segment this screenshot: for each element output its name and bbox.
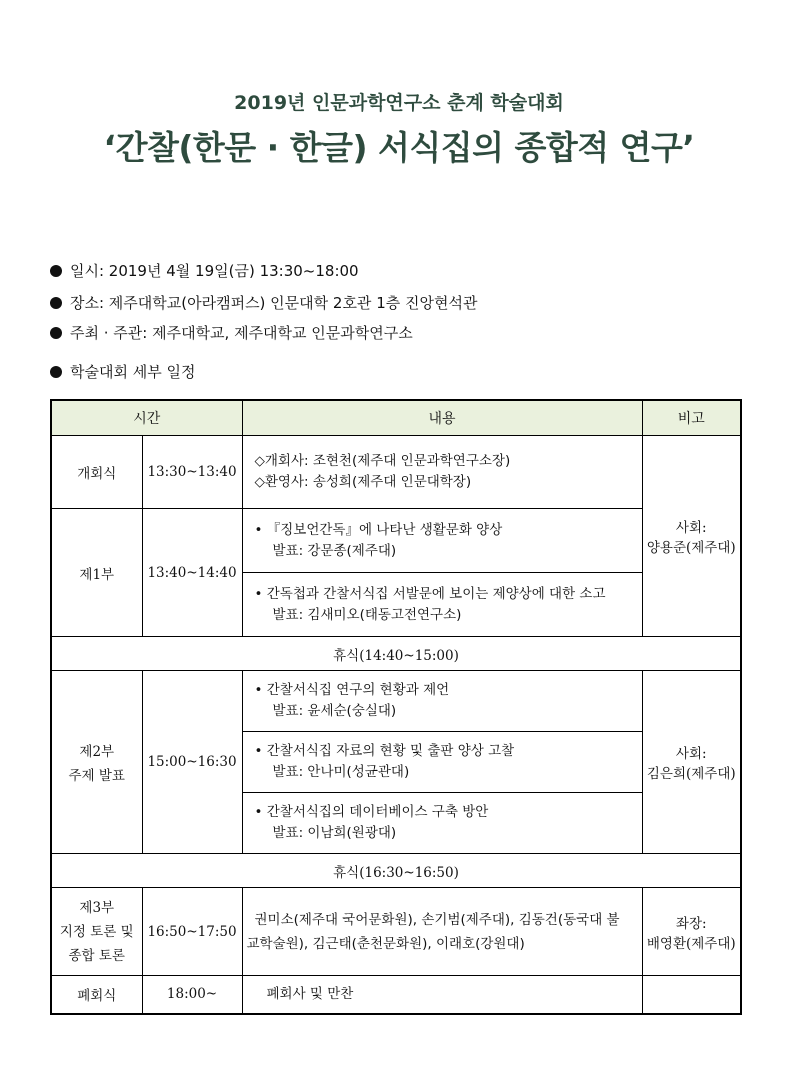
bullet-icon <box>50 327 62 339</box>
table-row <box>51 509 741 573</box>
part2-label: 제2부 주제 발표 <box>51 671 142 854</box>
header-time: 시간 <box>51 400 242 436</box>
closing-content: 폐회사 및 만찬 <box>242 976 642 1014</box>
info-date: 일시: 2019년 4월 19일(금) 13:30~18:00 <box>50 260 359 281</box>
opening-content <box>242 436 642 509</box>
header-note: 비고 <box>642 400 741 436</box>
bullet-icon <box>50 366 62 378</box>
part1-time: 13:40~14:40 <box>142 509 242 637</box>
table-row <box>51 637 741 671</box>
opening-label: 개회식 <box>51 436 142 509</box>
info-schedule-heading: 학술대회 세부 일정 <box>50 361 195 382</box>
table-row <box>51 436 741 509</box>
talk-item: • 간찰서식집 연구의 현황과 제언 발표: 윤세순(숭실대) <box>242 671 642 732</box>
part1-label: 제1부 <box>51 509 142 637</box>
header-content: 내용 <box>242 400 642 436</box>
talk-item: • 간찰서식집 자료의 현황 및 출판 양상 고찰 발표: 안나미(성균관대) <box>242 732 642 793</box>
bullet-icon <box>50 265 62 277</box>
closing-time: 18:00~ <box>142 976 242 1014</box>
part3-chair: 좌장: 배영환(제주대) <box>642 888 741 976</box>
table-header-row <box>51 400 741 436</box>
part3-label: 제3부 지정 토론 및 종합 토론 <box>51 888 142 976</box>
table-row <box>51 976 741 1014</box>
part2-moderator: 사회: 김은희(제주대) <box>642 671 741 854</box>
schedule-table <box>50 399 742 1015</box>
conference-title: ‘간찰(한문 · 한글) 서식집의 종합적 연구’ <box>103 128 695 167</box>
table-row <box>51 888 741 976</box>
bullet-icon <box>50 297 62 309</box>
break-row: 휴식(14:40~15:00) <box>51 637 741 671</box>
info-host: 주최 · 주관: 제주대학교, 제주대학교 인문과학연구소 <box>50 322 413 343</box>
opening-speech: ◇개회사: 조현천(제주대 인문과학연구소장) <box>254 453 511 469</box>
closing-label: 폐회식 <box>51 976 142 1014</box>
talk-item: • 간찰서식집의 데이터베이스 구축 방안 발표: 이남희(원광대) <box>242 793 642 854</box>
part1-moderator: 사회: 양용준(제주대) <box>642 436 741 637</box>
part3-time: 16:50~17:50 <box>142 888 242 976</box>
table-row <box>51 854 741 888</box>
closing-note <box>642 976 741 1014</box>
welcome-speech: ◇환영사: 송성희(제주대 인문대학장) <box>254 474 472 490</box>
talk-item: • 간독첩과 간찰서식집 서발문에 보이는 제양상에 대한 소고 발표: 김새미오(태동고전연구소) <box>242 573 642 637</box>
table-row <box>51 671 741 732</box>
break-row: 휴식(16:30~16:50) <box>51 854 741 888</box>
part2-time: 15:00~16:30 <box>142 671 242 854</box>
info-venue: 장소: 제주대학교(아라캠퍼스) 인문대학 2호관 1층 진앙현석관 <box>50 292 477 313</box>
conference-subtitle: 2019년 인문과학연구소 춘계 학술대회 <box>234 92 564 114</box>
opening-time: 13:30~13:40 <box>142 436 242 509</box>
talk-item: • 『징보언간독』에 나타난 생활문화 양상 발표: 강문종(제주대) <box>242 509 642 573</box>
discussants: 권미소(제주대 국어문화원), 손기범(제주대), 김동건(동국대 불 교학술원), 김근태(춘천문화원), 이래호(강원대) <box>242 888 642 976</box>
